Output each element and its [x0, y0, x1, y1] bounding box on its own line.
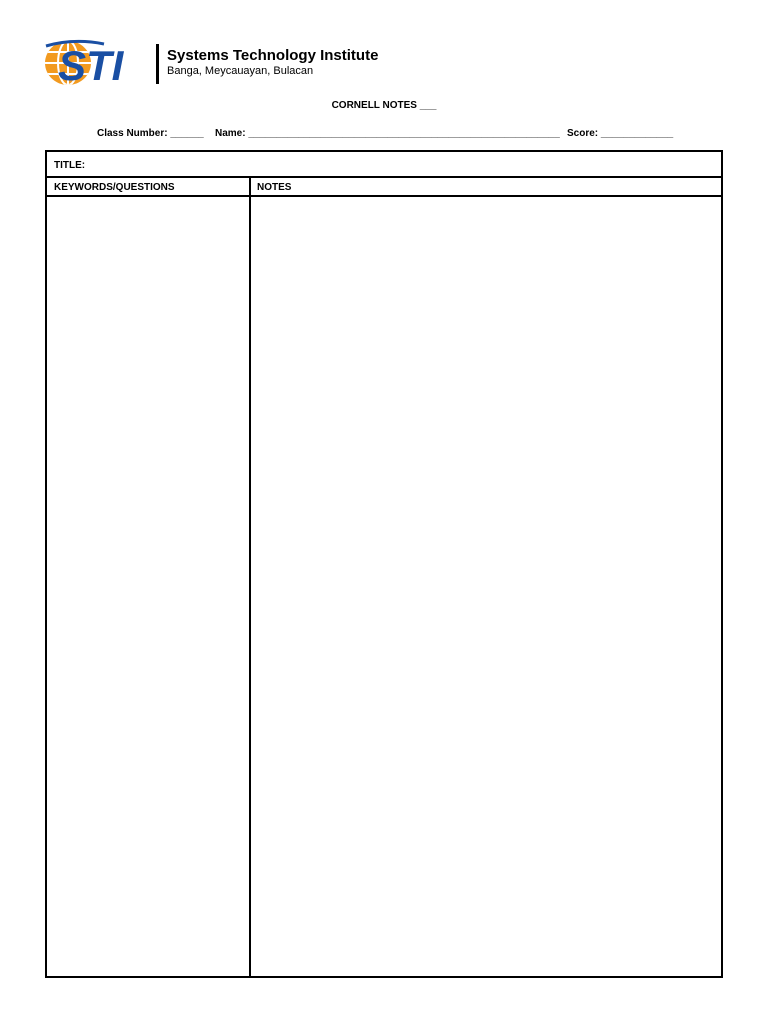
logo-divider	[156, 44, 159, 84]
keywords-questions-area[interactable]	[47, 197, 249, 976]
notes-area[interactable]	[251, 197, 721, 976]
title-label: TITLE:	[54, 160, 86, 171]
keywords-questions-header: KEYWORDS/QUESTIONS	[54, 182, 175, 193]
sti-logo-text: STI	[58, 42, 124, 88]
document-title: CORNELL NOTES ___	[331, 100, 437, 111]
name-field[interactable]: Name: ________________________________________________________	[215, 128, 560, 139]
sti-logo	[44, 38, 148, 88]
sti-logo-graphic	[44, 38, 148, 88]
score-field[interactable]: Score: _____________	[567, 128, 674, 139]
cornell-notes-table	[45, 150, 723, 978]
institution-address: Banga, Meycauayan, Bulacan	[167, 65, 314, 77]
title-row[interactable]	[47, 152, 721, 178]
column-header-row	[47, 178, 721, 197]
institution-name: Systems Technology Institute	[167, 47, 379, 64]
notes-header: NOTES	[257, 182, 292, 193]
class-number-field[interactable]: Class Number: ______	[97, 128, 204, 139]
